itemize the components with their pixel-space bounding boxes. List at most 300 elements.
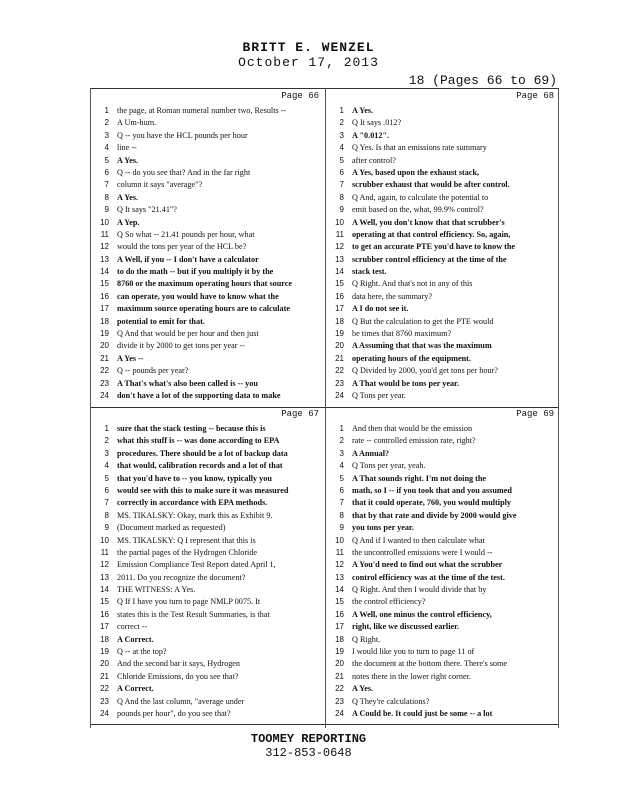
transcript-line [328,142,558,154]
line-number: 4 [104,143,109,153]
line-number: 20 [335,659,344,669]
transcript-line [328,708,558,720]
transcript-line [328,340,558,352]
line-text: A Assuming that that was the maximum [352,341,492,351]
line-text: what this stuff is -- was done according to EPA [117,436,280,446]
transcript-lines [328,105,558,402]
top-rule [90,88,558,89]
line-number: 19 [335,329,344,339]
line-number: 8 [339,192,344,202]
line-text: sure that the stack testing -- because this is [117,424,266,433]
line-number: 8 [104,510,109,520]
line-text: A Well, one minus the control efficiency, [352,609,492,619]
line-number: 24 [335,390,344,400]
line-text: Q -- pounds per year? [117,366,189,376]
line-number: 14 [335,267,344,277]
line-text: A Annual? [352,448,390,458]
line-number: 22 [335,684,344,694]
line-text: Q Tons per year, yeah. [352,461,426,471]
transcript-line [93,142,323,154]
transcript-line [328,696,558,708]
line-number: 11 [100,547,109,557]
line-number: 11 [335,547,344,557]
transcript-line [328,460,558,472]
center-divider [325,88,326,728]
line-text: A Um-hum. [117,118,157,128]
line-text: A Yes. [117,192,139,202]
transcript-line [93,365,323,377]
transcript-line [93,254,323,266]
line-text: A Yes. [117,155,139,165]
line-text: Q And if I wanted to then calculate what [352,535,485,545]
line-text: correct -- [117,622,148,632]
transcript-line [328,473,558,485]
line-text: that it could operate, 760, you would multiply [352,498,511,508]
transcript-line [328,572,558,584]
line-text: MS. TIKALSKY: Okay, mark this as Exhibit 9. [117,510,273,520]
line-text: Q And that would be per hour and then just [117,329,259,339]
line-number: 4 [339,461,344,471]
transcript-line [328,291,558,303]
line-number: 12 [100,242,109,252]
transcript-line [93,522,323,534]
line-text: 8760 or the maximum operating hours that source [117,279,293,289]
transcript-line [328,179,558,191]
reporting-company: TOOMEY REPORTING [250,732,367,746]
line-number: 10 [335,535,344,545]
line-text: A Yes, based upon the exhaust stack, [352,167,480,177]
line-number: 16 [100,609,109,619]
line-number: 17 [100,304,109,314]
page-number: Page 66 [281,91,319,101]
line-text: the partial pages of the Hydrogen Chloride [117,547,258,557]
transcript-line [93,510,323,522]
line-text: procedures. There should be a lot of backup data [117,448,288,458]
transcript-line [93,204,323,216]
line-text: correctly in accordance with EPA methods. [117,498,268,508]
right-border [558,88,559,728]
transcript-line [93,584,323,596]
transcript-line [328,634,558,646]
line-text: emit based on the, what, 99.9% control? [352,205,484,215]
line-number: 5 [104,155,109,165]
line-text: Q It says .012? [352,118,402,128]
line-text: states this is the Test Result Summaries, is that [117,609,270,619]
transcript-lines [93,423,323,720]
line-number: 18 [100,634,109,644]
line-number: 14 [100,267,109,277]
transcript-line [93,340,323,352]
line-number: 20 [335,341,344,351]
line-text: stack test. [352,267,387,277]
line-text: the control efficiency? [352,597,426,607]
line-number: 7 [339,498,344,508]
line-text: A I do not see it. [352,304,409,314]
transcript-line [328,353,558,365]
transcript-line [328,130,558,142]
line-text: A Yes -- [117,353,144,363]
transcript-line [328,378,558,390]
line-text: data here, the summary? [352,291,433,301]
line-number: 19 [100,329,109,339]
line-text: can operate, you would have to know what the [117,291,279,301]
transcript-page-66 [93,90,323,406]
transcript-line [328,522,558,534]
line-number: 1 [104,106,109,115]
line-number: 13 [335,254,344,264]
line-number: 1 [339,424,344,433]
line-number: 3 [339,448,344,458]
line-text: to get an accurate PTE you'd have to know the [352,242,516,252]
line-number: 9 [104,205,109,215]
transcript-line [328,485,558,497]
transcript-line [93,241,323,253]
transcript-line [93,316,323,328]
transcript-line [93,192,323,204]
line-text: right, like we discussed earlier. [352,622,460,632]
page-range-label: 18 (Pages 66 to 69) [408,73,557,88]
transcript-line [328,167,558,179]
transcript-line [328,390,558,402]
line-number: 15 [100,597,109,607]
line-text: the uncontrolled emissions were I would -- [352,547,493,557]
line-number: 2 [104,118,109,128]
line-text: pounds per hour", do you see that? [117,708,231,718]
line-text: would see with this to make sure it was measured [117,485,289,495]
transcript-page-69 [328,408,558,724]
line-text: Q -- do you see that? And in the far right [117,167,251,177]
line-number: 4 [104,461,109,471]
line-text: Q Right. And that's not in any of this [352,279,473,289]
line-number: 23 [335,696,344,706]
line-text: Q So what -- 21.41 pounds per hour, what [117,229,255,239]
line-number: 22 [100,366,109,376]
transcript-line [93,328,323,340]
transcript-line [93,167,323,179]
line-text: would the tons per year of the HCL be? [117,242,247,252]
page-number: Page 69 [516,409,554,419]
line-text: that by that rate and divide by 2000 would give [352,510,517,520]
line-text: Q -- you have the HCL pounds per hour [117,130,248,140]
transcript-line [93,559,323,571]
transcript-line [93,460,323,472]
line-text: And then that would be the emission [352,424,473,433]
transcript-line [328,229,558,241]
line-number: 6 [339,167,344,177]
transcript-line [93,497,323,509]
bottom-rule [90,724,558,725]
transcript-line [328,448,558,460]
transcript-line [328,658,558,670]
line-text: math, so I -- if you took that and you assumed [352,485,512,495]
transcript-line [328,435,558,447]
line-number: 5 [104,473,109,483]
transcript-line [328,683,558,695]
transcript-line [93,683,323,695]
transcript-line [328,278,558,290]
transcript-line [93,117,323,129]
transcript-line [93,278,323,290]
line-number: 3 [104,130,109,140]
line-number: 13 [100,572,109,582]
line-text: rate -- controlled emission rate, right? [352,436,476,446]
line-number: 23 [100,378,109,388]
transcript-line [328,192,558,204]
line-text: A Could be. It could just be some -- a lot [352,708,493,718]
line-text: Q But the calculation to get the PTE would [352,316,494,326]
transcript-line [328,316,558,328]
line-text: Q Yes. Is that an emissions rate summary [352,143,487,153]
line-number: 17 [335,622,344,632]
transcript-line [93,378,323,390]
transcript-line [328,105,558,117]
transcript-line [328,596,558,608]
transcript-line [93,696,323,708]
line-text: Q And the last column, "average under [117,696,245,706]
transcript-line [328,535,558,547]
line-text: A "0.012". [352,130,390,140]
deposition-date: October 17, 2013 [238,55,379,70]
line-text: to do the math -- but if you multiply it by the [117,267,274,277]
transcript-line [328,584,558,596]
line-text: A That would be tons per year. [352,378,459,388]
transcript-line [93,229,323,241]
line-number: 9 [104,523,109,533]
line-text: And the second bar it says, Hydrogen [117,659,241,669]
line-number: 15 [100,279,109,289]
transcript-line [93,671,323,683]
line-text: that you'd have to -- you know, typically you [117,473,272,483]
line-text: Chloride Emissions, do you see that? [117,671,239,681]
line-text: A Well, if you -- I don't have a calculator [117,254,259,264]
line-text: A Yep. [117,217,140,227]
transcript-line [93,353,323,365]
transcript-line [93,105,323,117]
transcript-line [93,658,323,670]
transcript-line [93,179,323,191]
transcript-line [93,473,323,485]
line-number: 12 [335,242,344,252]
line-text: maximum source operating hours are to calculate [117,304,290,314]
line-text: Q Tons per year. [352,390,406,400]
line-text: Q If I have you turn to page NMLP 0075. It [117,597,261,607]
line-number: 17 [335,304,344,314]
transcript-line [93,291,323,303]
line-text: control efficiency was at the time of the test. [352,572,505,582]
transcript-line [328,646,558,658]
line-text: (Document marked as requested) [117,523,226,533]
line-number: 3 [339,130,344,140]
line-number: 11 [100,229,109,239]
line-text: Q -- at the top? [117,647,167,657]
transcript-line [328,365,558,377]
deponent-name: BRITT E. WENZEL [242,40,375,55]
line-text: 2011. Do you recognize the document? [117,572,246,582]
transcript-line [93,646,323,658]
line-text: Q Right. [352,634,381,644]
line-number: 23 [100,696,109,706]
line-text: after control? [352,155,396,165]
line-number: 16 [100,291,109,301]
transcript-line [328,254,558,266]
transcript-line [93,572,323,584]
transcript-line [93,435,323,447]
transcript-line [93,390,323,402]
line-text: A That's what's also been called is -- you [117,378,258,388]
line-number: 9 [339,205,344,215]
line-text: scrubber exhaust that would be after control. [352,180,510,190]
transcript-line [93,621,323,633]
line-text: MS. TIKALSKY: Q I represent that this is [117,535,256,545]
transcript-line [328,303,558,315]
transcript-line [93,596,323,608]
transcript-line [93,634,323,646]
transcript-line [328,117,558,129]
line-text: Q Right. And then I would divide that by [352,585,487,595]
line-text: THE WITNESS: A Yes. [117,585,196,595]
line-number: 23 [335,378,344,388]
transcript-line [328,609,558,621]
line-number: 8 [339,510,344,520]
transcript-line [93,535,323,547]
transcript-line [328,621,558,633]
transcript-lines [328,423,558,720]
line-number: 15 [335,279,344,289]
transcript-line [328,497,558,509]
line-number: 5 [339,473,344,483]
line-number: 16 [335,291,344,301]
transcript-line [93,266,323,278]
line-number: 22 [100,684,109,694]
line-number: 24 [335,708,344,718]
transcript-line [93,155,323,167]
transcript-line [93,303,323,315]
transcript-line [93,423,323,435]
line-text: operating hours of the equipment. [352,353,471,363]
line-text: the page, at Roman numeral number two, Results -- [117,106,287,115]
line-text: A You'd need to find out what the scrubber [352,560,503,570]
line-text: Q They're calculations? [352,696,430,706]
line-text: A Yes. [352,106,374,115]
transcript-line [328,671,558,683]
transcript-line [328,155,558,167]
line-number: 12 [100,560,109,570]
transcript-line [93,708,323,720]
line-number: 16 [335,609,344,619]
line-number: 2 [339,436,344,446]
line-text: Q It says "21.41"? [117,205,177,215]
line-text: Emission Compliance Test Report dated April 1, [117,560,276,570]
line-number: 13 [335,572,344,582]
transcript-page-68 [328,90,558,406]
line-text: Q And, again, to calculate the potential to [352,192,489,202]
line-number: 20 [100,341,109,351]
line-number: 6 [104,485,109,495]
line-text: A Well, you don't know that that scrubber's [352,217,505,227]
line-text: the document at the bottom there. There's some [352,659,508,669]
line-number: 19 [100,647,109,657]
line-number: 10 [335,217,344,227]
line-text: I would like you to turn to page 11 of [352,647,475,657]
line-number: 21 [335,353,344,363]
line-text: potential to emit for that. [117,316,205,326]
page-number: Page 68 [516,91,554,101]
line-number: 7 [104,498,109,508]
line-number: 24 [100,708,109,718]
transcript-line [93,547,323,559]
line-number: 14 [335,585,344,595]
line-number: 24 [100,390,109,400]
line-number: 17 [100,622,109,632]
line-number: 4 [339,143,344,153]
transcript-line [93,609,323,621]
line-number: 11 [335,229,344,239]
transcript-line [328,241,558,253]
line-number: 6 [339,485,344,495]
line-number: 18 [100,316,109,326]
transcript-line [93,485,323,497]
line-number: 21 [335,671,344,681]
line-number: 8 [104,192,109,202]
left-border [90,88,91,728]
line-number: 10 [100,535,109,545]
line-number: 13 [100,254,109,264]
line-text: A Correct. [117,634,154,644]
line-number: 2 [339,118,344,128]
transcript-line [93,448,323,460]
line-text: be times that 8760 maximum? [352,329,452,339]
line-text: operating at that control efficiency. So, again, [352,229,511,239]
transcript-line [328,547,558,559]
line-text: column it says "average"? [117,180,203,190]
line-text: don't have a lot of the supporting data to make [117,390,281,400]
line-number: 9 [339,523,344,533]
line-number: 2 [104,436,109,446]
line-number: 18 [335,316,344,326]
line-number: 19 [335,647,344,657]
transcript-lines [93,105,323,402]
line-text: A That sounds right. I'm not doing the [352,473,487,483]
line-number: 15 [335,597,344,607]
line-text: Q Divided by 2000, you'd get tons per hour? [352,366,498,376]
line-number: 1 [104,424,109,433]
line-text: that would, calibration records and a lot of that [117,461,283,471]
line-number: 18 [335,634,344,644]
line-number: 22 [335,366,344,376]
line-number: 21 [100,353,109,363]
line-number: 20 [100,659,109,669]
line-number: 1 [339,106,344,115]
line-text: divide it by 2000 to get tons per year -- [117,341,246,351]
transcript-line [328,423,558,435]
page-number: Page 67 [281,409,319,419]
reporting-phone: 312-853-0648 [265,746,352,760]
transcript-line [93,217,323,229]
transcript-line [328,559,558,571]
transcript-line [328,510,558,522]
line-number: 21 [100,671,109,681]
line-number: 6 [104,167,109,177]
line-number: 14 [100,585,109,595]
line-number: 7 [339,180,344,190]
line-text: line -- [117,143,137,153]
line-number: 7 [104,180,109,190]
transcript-line [328,204,558,216]
transcript-line [328,217,558,229]
transcript-line [93,130,323,142]
line-text: you tons per year. [352,523,414,533]
line-number: 10 [100,217,109,227]
